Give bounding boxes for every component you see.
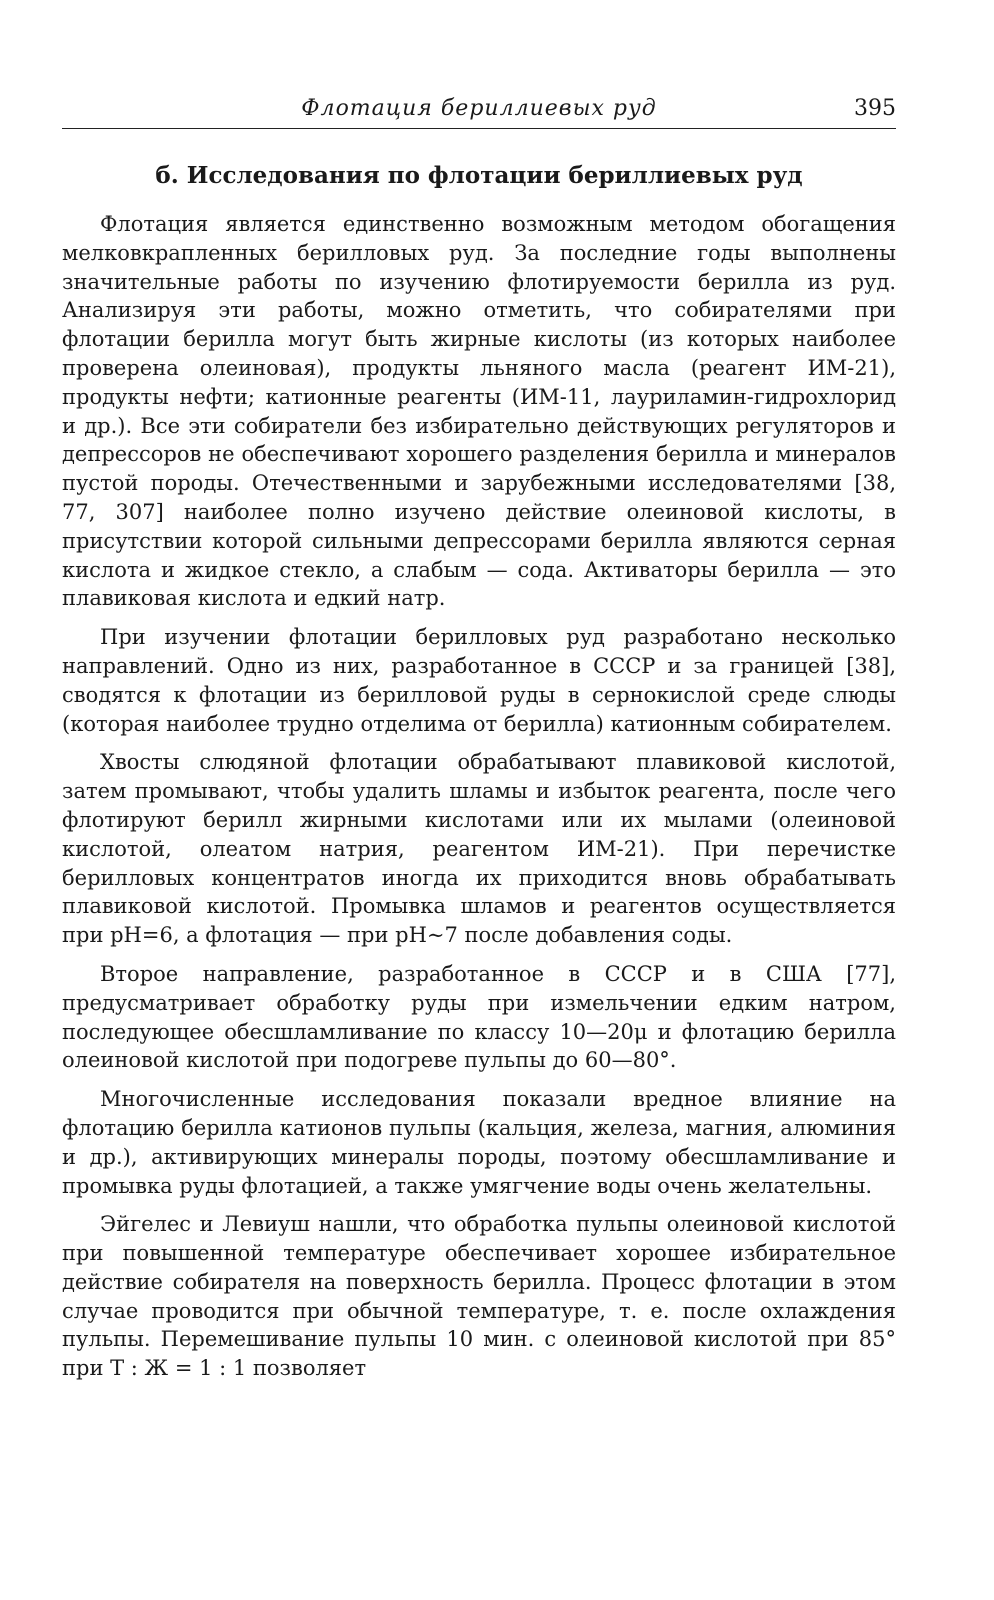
paragraph: Многочисленные исследования показали вредное влияние на флотацию берилла катионов пульпы (кальция, железа, магния, алюминия и др.), активирующих минералы породы, поэтому обесшламливание и промывка руды флотацией, а также умягчение воды очень желательны.	[62, 1087, 896, 1198]
paragraph: При изучении флотации берилловых руд разработано несколько направлений. Одно из них, разработанное в СССР и за границей [38], сводятся к флотации из берилловой руды в сернокислой среде слюды (которая наиболее трудно отделима от берилла) катионным собирателем.	[62, 625, 896, 736]
paragraph: Второе направление, разработанное в СССР и в США [77], предусматривает обработку руды при измельчении едким натром, последующее обесшламливание по классу 10—20μ и флотацию берилла олеиновой кислотой при подогреве пульпы до 60—80°.	[62, 961, 896, 1073]
paragraph: Эйгелес и Левиуш нашли, что обработка пульпы олеиновой кислотой при повышенной температуре обеспечивает хорошее избирательное действие собирателя на поверхность берилла. Процесс флотации в этом случае проводится при обычной температуре, т. е. после охлаждения пульпы. Перемешивание пульпы 10 мин. с олеиновой кислотой при 85° при Т : Ж = 1 : 1 позволяет	[62, 1212, 896, 1381]
running-title: Флотация бериллиевых руд	[301, 96, 657, 121]
body-text	[62, 210, 896, 1383]
section-heading: б. Исследования по флотации бериллиевых руд	[155, 162, 803, 189]
paragraph: Хвосты слюдяной флотации обрабатывают плавиковой кислотой, затем промывают, чтобы удалить шламы и избыток реагента, после чего флотируют берилл жирными кислотами или их мылами (олеиновой кислотой, олеатом натрия, реагентом ИМ-21). При перечистке берилловых концентратов иногда их приходится вновь обрабатывать плавиковой кислотой. Промывка шламов и реагентов осуществляется при pH=6, а флотация — при pH∼7 после добавления соды.	[62, 750, 896, 948]
page-number: 395	[854, 96, 896, 121]
running-head	[62, 88, 896, 129]
paragraph: Флотация является единственно возможным методом обогащения мелковкрапленных берилловых руд. За последние годы выполнены значительные работы по изучению флотируемости берилла из руд. Анализируя эти работы, можно отметить, что собирателями при флотации берилла могут быть жирные кислоты (из которых наиболее проверена олеиновая), продукты льняного масла (реагент ИМ-21), продукты нефти; катионные реагенты (ИМ-11, лауриламин-гидрохлорид и др.). Все эти собиратели без избирательно действующих регуляторов и депрессоров не обеспечивают хорошего разделения берилла и минералов пустой породы. Отечественными и зарубежными исследователями [38, 77, 307] наиболее полно изучено действие олеиновой кислоты, в присутствии которой сильными депрессорами берилла являются серная кислота и жидкое стекло, а слабым — сода. Активаторы берилла — это плавиковая кислота и едкий натр.	[62, 212, 896, 611]
